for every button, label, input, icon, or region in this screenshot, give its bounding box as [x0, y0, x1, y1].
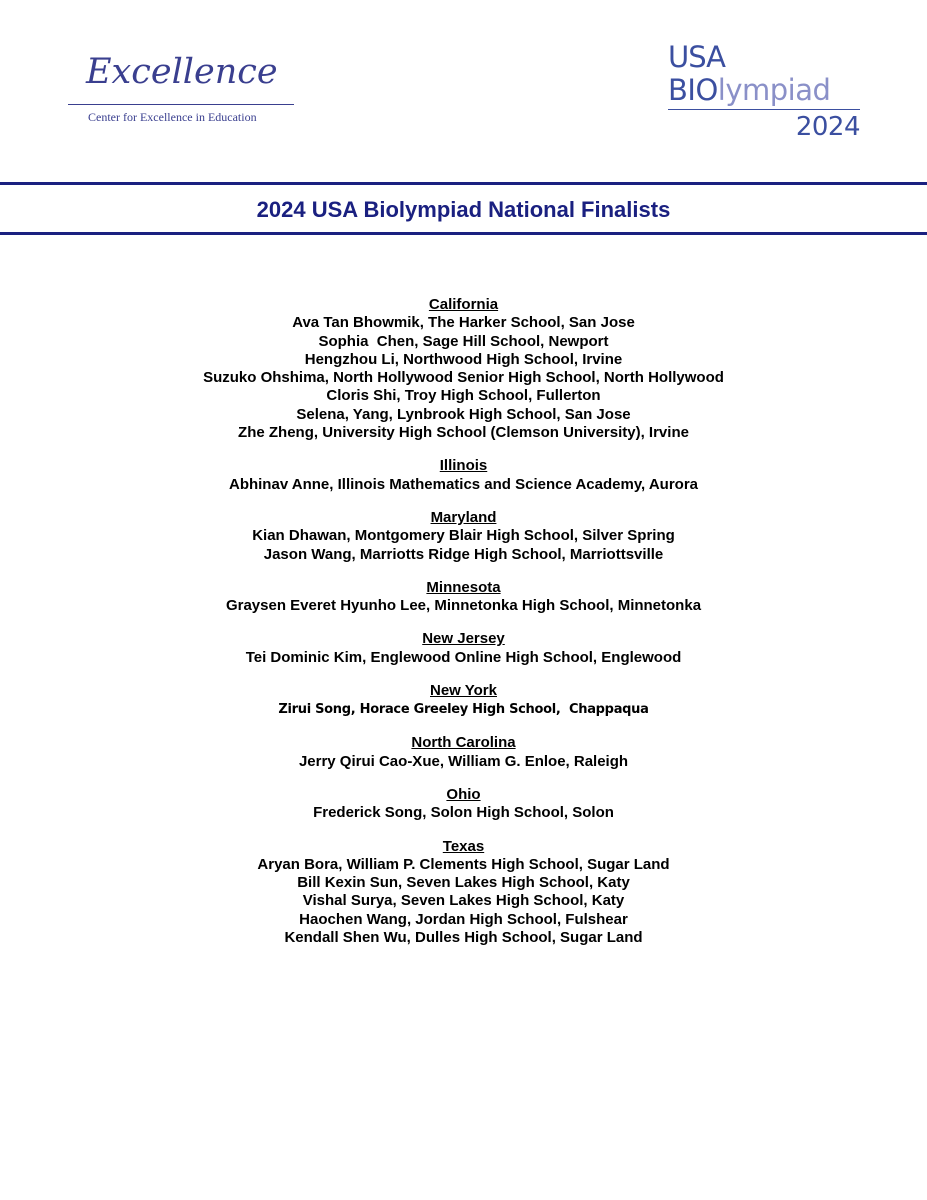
cee-logo	[68, 52, 294, 132]
finalist-entry: Graysen Everet Hyunho Lee, Minnetonka High School, Minnetonka	[225, 597, 702, 615]
finalists-list	[0, 296, 927, 962]
state-heading: North Carolina	[411, 734, 516, 752]
state-heading: Minnesota	[426, 578, 501, 596]
page-title: 2024 USA Biolympiad National Finalists	[256, 197, 671, 222]
finalist-entry: Haochen Wang, Jordan High School, Fulshear	[299, 910, 628, 928]
finalist-entry: Zhe Zheng, University High School (Clemson University), Irvine	[238, 424, 689, 442]
finalist-entry: Vishal Surya, Seven Lakes High School, Katy	[302, 892, 625, 910]
state-heading: Texas	[442, 837, 485, 855]
finalist-entry: Aryan Bora, William P. Clements High School, Sugar Land	[257, 855, 670, 873]
state-group	[0, 296, 927, 442]
usabo-logo	[668, 40, 868, 145]
state-heading: Ohio	[446, 785, 481, 803]
finalist-entry: Bill Kexin Sun, Seven Lakes High School, Katy	[297, 874, 630, 892]
cee-logo-wordmark: Excellence	[86, 52, 278, 92]
finalist-entry: Jason Wang, Marriotts Ridge High School, Marriottsville	[263, 545, 664, 563]
finalist-entry: Abhinav Anne, Illinois Mathematics and Science Academy, Aurora	[228, 475, 698, 493]
state-group	[0, 838, 927, 948]
finalist-entry: Zirui Song, Horace Greeley High School, Chappaqua	[278, 702, 649, 718]
state-group	[0, 630, 927, 667]
finalist-entry: Frederick Song, Solon High School, Solon	[313, 804, 614, 822]
finalist-entry: Sophia Chen, Sage Hill School, Newport	[318, 332, 609, 350]
cee-logo-tagline: Center for Excellence in Education	[88, 110, 257, 124]
cee-logo-rule	[68, 104, 294, 105]
usabo-logo-biolympiad	[668, 73, 830, 107]
state-heading: New Jersey	[422, 630, 505, 648]
usabo-logo-lympiad: lympiad	[717, 73, 831, 107]
title-band-bottom-rule	[0, 232, 927, 235]
state-group	[0, 509, 927, 564]
usabo-logo-year: 2024	[795, 112, 860, 142]
finalist-entry: Selena, Yang, Lynbrook High School, San Jose	[296, 405, 631, 423]
state-group	[0, 457, 927, 494]
finalist-entry: Suzuko Ohshima, North Hollywood Senior High School, North Hollywood	[203, 369, 724, 387]
state-heading: California	[428, 296, 499, 313]
finalist-entry: Jerry Qirui Cao-Xue, William G. Enloe, Raleigh	[298, 752, 629, 770]
finalist-entry: Hengzhou Li, Northwood High School, Irvine	[304, 350, 623, 368]
finalist-entry: Cloris Shi, Troy High School, Fullerton	[326, 387, 601, 405]
usabo-logo-usa: USA	[668, 40, 726, 74]
usabo-logo-bio: BIO	[668, 73, 718, 107]
finalist-entry: Kian Dhawan, Montgomery Blair High School, Silver Spring	[252, 527, 675, 545]
finalist-entry: Kendall Shen Wu, Dulles High School, Sugar Land	[284, 929, 643, 947]
state-group	[0, 682, 927, 719]
state-heading: Illinois	[439, 457, 488, 475]
finalist-entry: Ava Tan Bhowmik, The Harker School, San Jose	[292, 314, 635, 332]
state-heading: Maryland	[430, 508, 497, 526]
finalist-entry: Tei Dominic Kim, Englewood Online High School, Englewood	[245, 648, 682, 666]
usabo-logo-rule	[668, 109, 860, 110]
title-band-top-rule	[0, 182, 927, 185]
state-group	[0, 786, 927, 823]
state-heading: New York	[430, 682, 497, 700]
state-group	[0, 734, 927, 771]
state-group	[0, 579, 927, 616]
